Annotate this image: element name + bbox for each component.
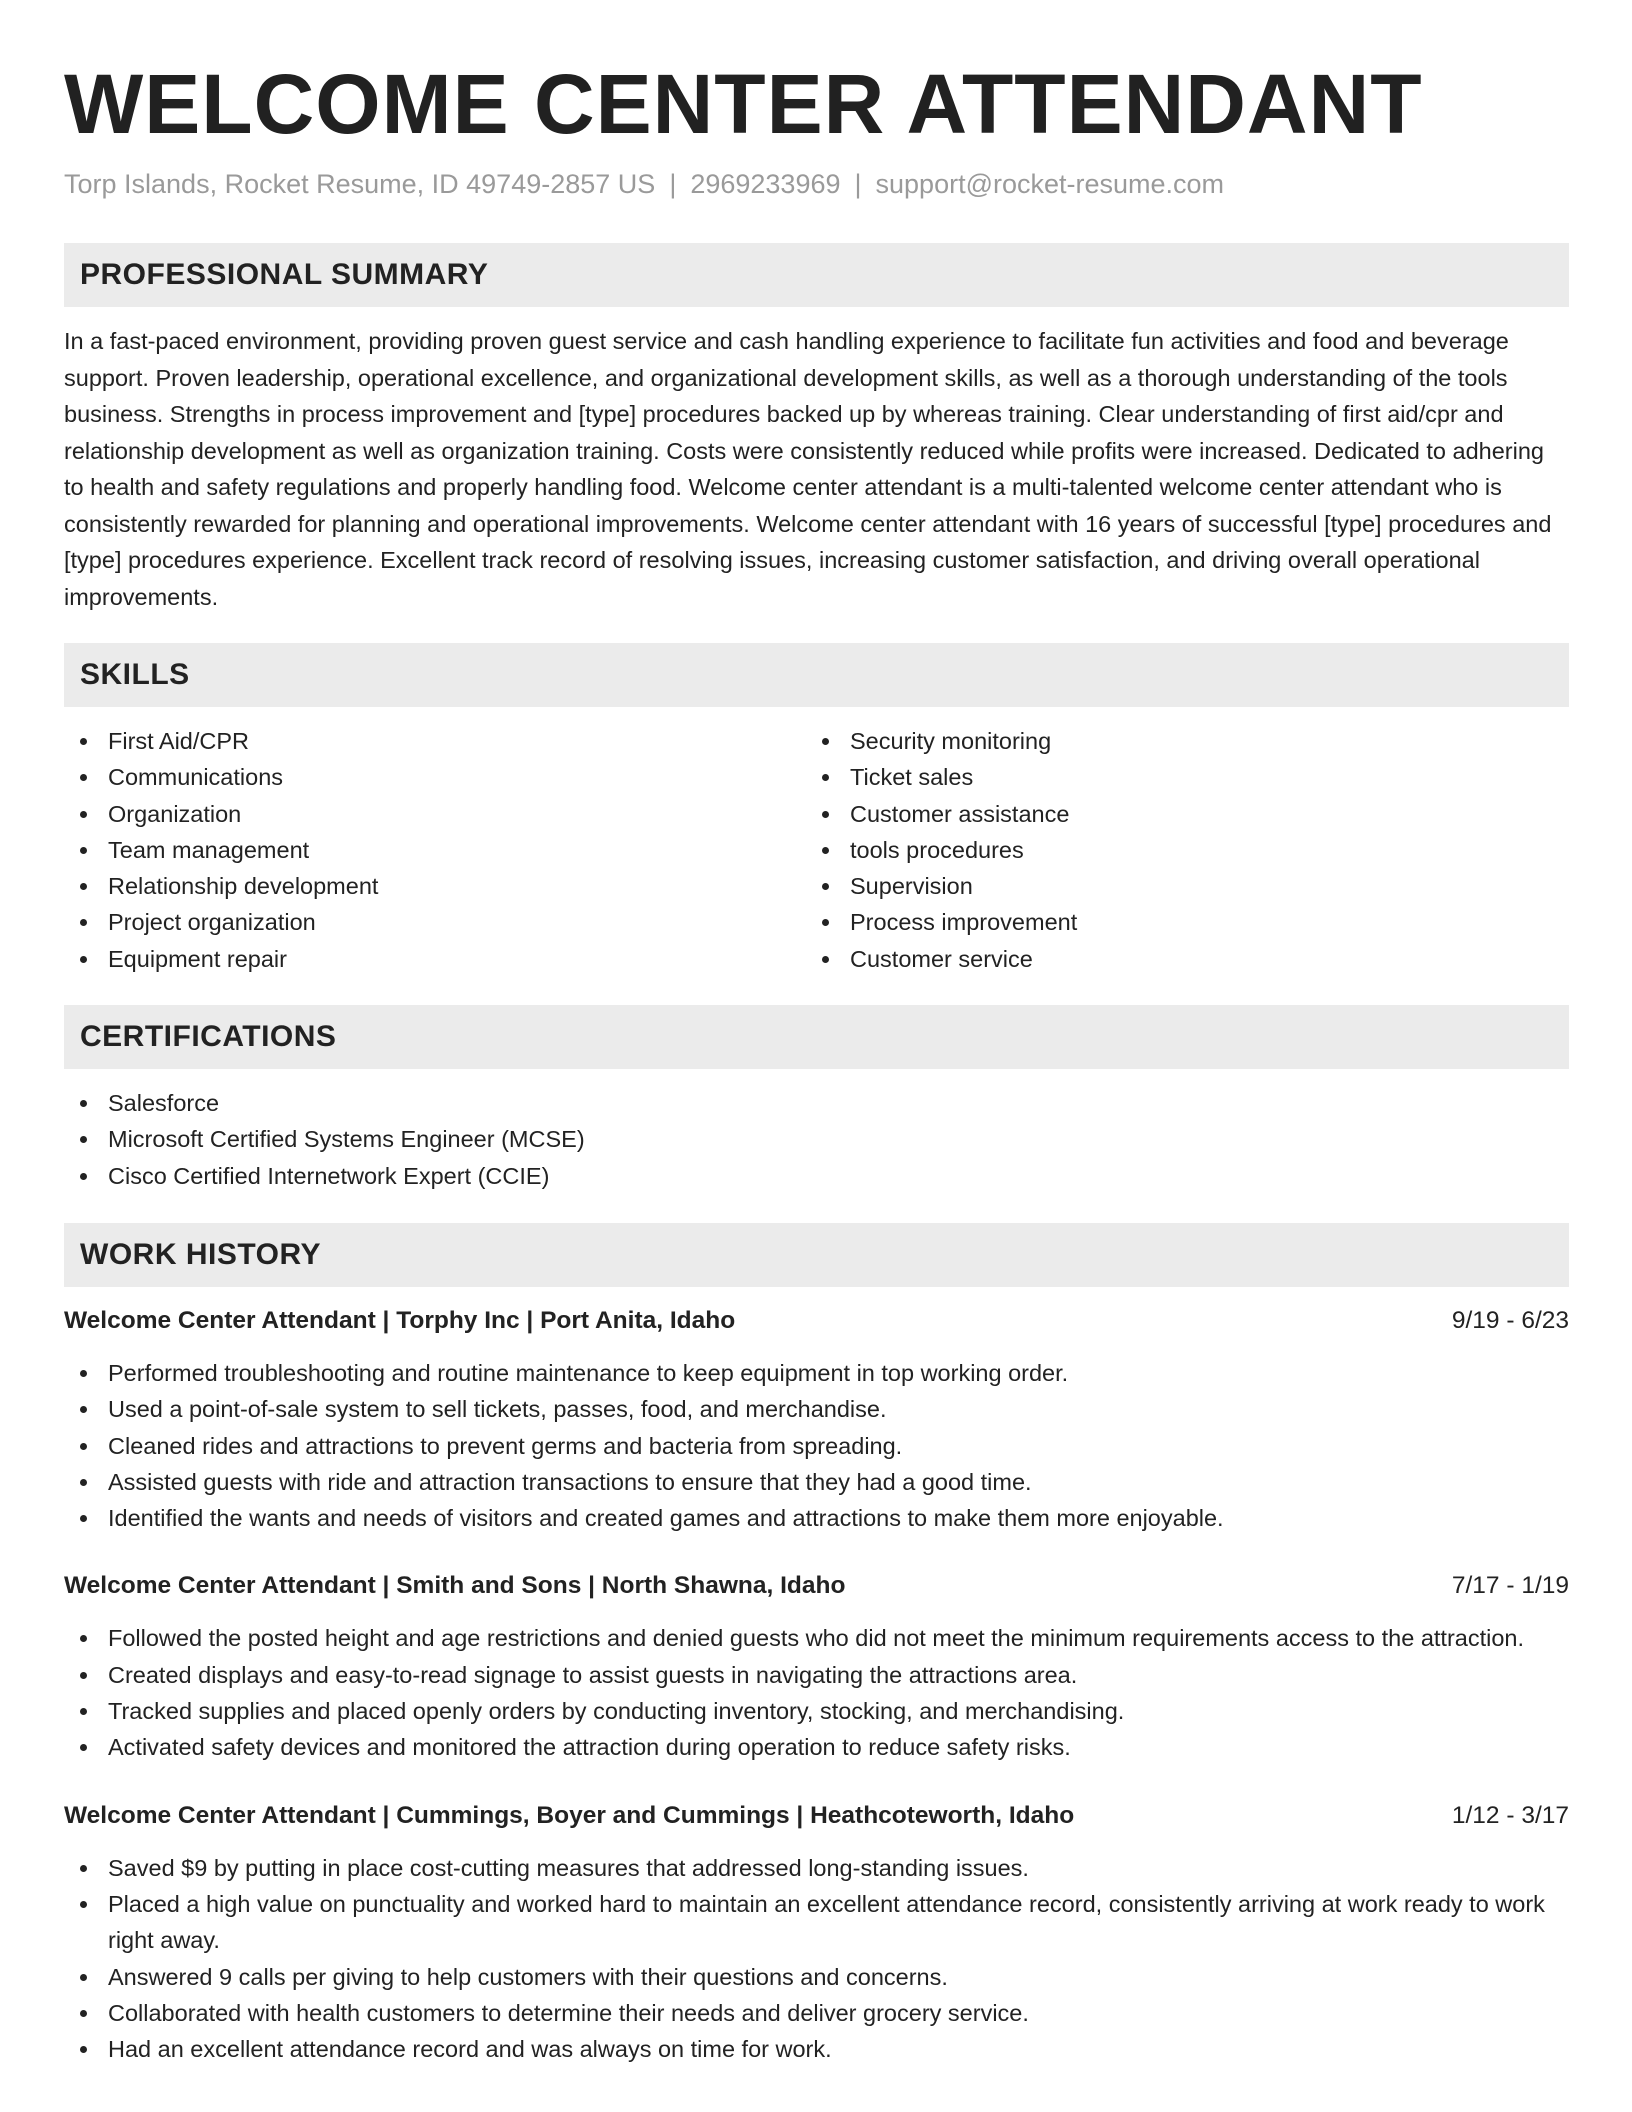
job-header xyxy=(64,1798,1569,1834)
job-bullets xyxy=(64,1355,1569,1536)
job-header xyxy=(64,1303,1569,1339)
job-bullet: Collaborated with health customers to determine their needs and deliver grocery service. xyxy=(64,1995,1569,2031)
skill-item: Process improvement xyxy=(806,904,1548,940)
certifications-list xyxy=(64,1085,1569,1194)
skill-item: Security monitoring xyxy=(806,723,1548,759)
job-entry xyxy=(64,1303,1569,1536)
skills-section xyxy=(64,643,1569,977)
job-bullet: Created displays and easy-to-read signage to assist guests in navigating the attractions area. xyxy=(64,1657,1569,1693)
summary-section xyxy=(64,243,1569,615)
job-bullet: Assisted guests with ride and attraction transactions to ensure that they had a good time. xyxy=(64,1464,1569,1500)
skill-item: Customer service xyxy=(806,941,1548,977)
contact-phone: 2969233969 xyxy=(690,169,841,199)
skill-item: Supervision xyxy=(806,868,1548,904)
job-dates: 7/17 - 1/19 xyxy=(1451,1572,1569,1600)
skills-list-left xyxy=(64,723,806,977)
job-entry xyxy=(64,1798,1569,2068)
contact-email: support@rocket-resume.com xyxy=(875,169,1225,199)
summary-text: In a fast-paced environment, providing proven guest service and cash handling experience to facilitate fun activities and food and beverage support. Proven leadership, operational excellence, and organizational development skills, as well as a thorough understanding of the tools business. Strengths in process improvement and [type] procedures backed up by whereas training. Clear understanding of first aid/cpr and relationship development as well as organization training. Costs were consistently reduced while profits were increased. Dedicated to adhering to health and safety regulations and properly handling food. Welcome center attendant is a multi-talented welcome center attendant who is consistently rewarded for planning and operational improvements. Welcome center attendant with 16 years of successful [type] procedures and [type] procedures experience. Excellent track record of resolving issues, increasing customer satisfaction, and driving overall operational improvements. xyxy=(64,328,1552,610)
job-bullet: Activated safety devices and monitored the attraction during operation to reduce safety risks. xyxy=(64,1729,1569,1765)
resume-page xyxy=(64,0,1569,2067)
certification-item: Salesforce xyxy=(64,1085,1569,1121)
skill-item: Customer assistance xyxy=(806,796,1548,832)
certification-item: Microsoft Certified Systems Engineer (MCSE) xyxy=(64,1121,1569,1157)
skill-item: tools procedures xyxy=(806,832,1548,868)
job-header xyxy=(64,1568,1569,1604)
contact-separator: | xyxy=(854,169,862,199)
job-bullet: Followed the posted height and age restrictions and denied guests who did not meet the minimum requirements access to the attraction. xyxy=(64,1620,1569,1656)
skill-item: First Aid/CPR xyxy=(64,723,806,759)
job-title: Welcome Center Attendant | Torphy Inc | Port Anita, Idaho xyxy=(64,1306,736,1334)
job-dates: 1/12 - 3/17 xyxy=(1451,1801,1569,1829)
job-dates: 9/19 - 6/23 xyxy=(1451,1306,1569,1334)
skill-item: Relationship development xyxy=(64,868,806,904)
work-history-heading: WORK HISTORY xyxy=(64,1223,1569,1287)
job-bullet: Identified the wants and needs of visitors and created games and attractions to make them more enjoyable. xyxy=(64,1500,1569,1536)
work-history-section xyxy=(64,1223,1569,2067)
contact-separator: | xyxy=(669,169,677,199)
job-bullet: Used a point-of-sale system to sell tickets, passes, food, and merchandise. xyxy=(64,1391,1569,1427)
skills-list-right xyxy=(806,723,1548,977)
job-bullet: Cleaned rides and attractions to prevent germs and bacteria from spreading. xyxy=(64,1428,1569,1464)
skill-item: Team management xyxy=(64,832,806,868)
job-bullet: Placed a high value on punctuality and worked hard to maintain an excellent attendance record, consistently arriving at work ready to work right away. xyxy=(64,1886,1569,1959)
job-bullet: Tracked supplies and placed openly orders by conducting inventory, stocking, and merchandising. xyxy=(64,1693,1569,1729)
certification-item: Cisco Certified Internetwork Expert (CCIE) xyxy=(64,1158,1569,1194)
summary-heading: PROFESSIONAL SUMMARY xyxy=(64,243,1569,307)
contact-address: Torp Islands, Rocket Resume, ID 49749-2857 US xyxy=(64,169,656,199)
skills-grid xyxy=(64,723,1569,977)
job-title: Welcome Center Attendant | Smith and Sons | North Shawna, Idaho xyxy=(64,1572,846,1600)
job-bullets xyxy=(64,1620,1569,1765)
contact-line xyxy=(64,166,1569,202)
job-entry xyxy=(64,1568,1569,1765)
job-bullet: Answered 9 calls per giving to help customers with their questions and concerns. xyxy=(64,1959,1569,1995)
skill-item: Organization xyxy=(64,796,806,832)
skills-heading: SKILLS xyxy=(64,643,1569,707)
certifications-heading: CERTIFICATIONS xyxy=(64,1005,1569,1069)
skill-item: Communications xyxy=(64,759,806,795)
skill-item: Project organization xyxy=(64,904,806,940)
job-bullet: Saved $9 by putting in place cost-cutting measures that addressed long-standing issues. xyxy=(64,1850,1569,1886)
job-title: Welcome Center Attendant | Cummings, Boyer and Cummings | Heathcoteworth, Idaho xyxy=(64,1801,1075,1829)
job-bullet: Had an excellent attendance record and was always on time for work. xyxy=(64,2031,1569,2067)
resume-name: WELCOME CENTER ATTENDANT xyxy=(64,57,1423,151)
skill-item: Ticket sales xyxy=(806,759,1548,795)
skill-item: Equipment repair xyxy=(64,941,806,977)
job-bullets xyxy=(64,1850,1569,2068)
certifications-section xyxy=(64,1005,1569,1194)
job-bullet: Performed troubleshooting and routine maintenance to keep equipment in top working order. xyxy=(64,1355,1569,1391)
